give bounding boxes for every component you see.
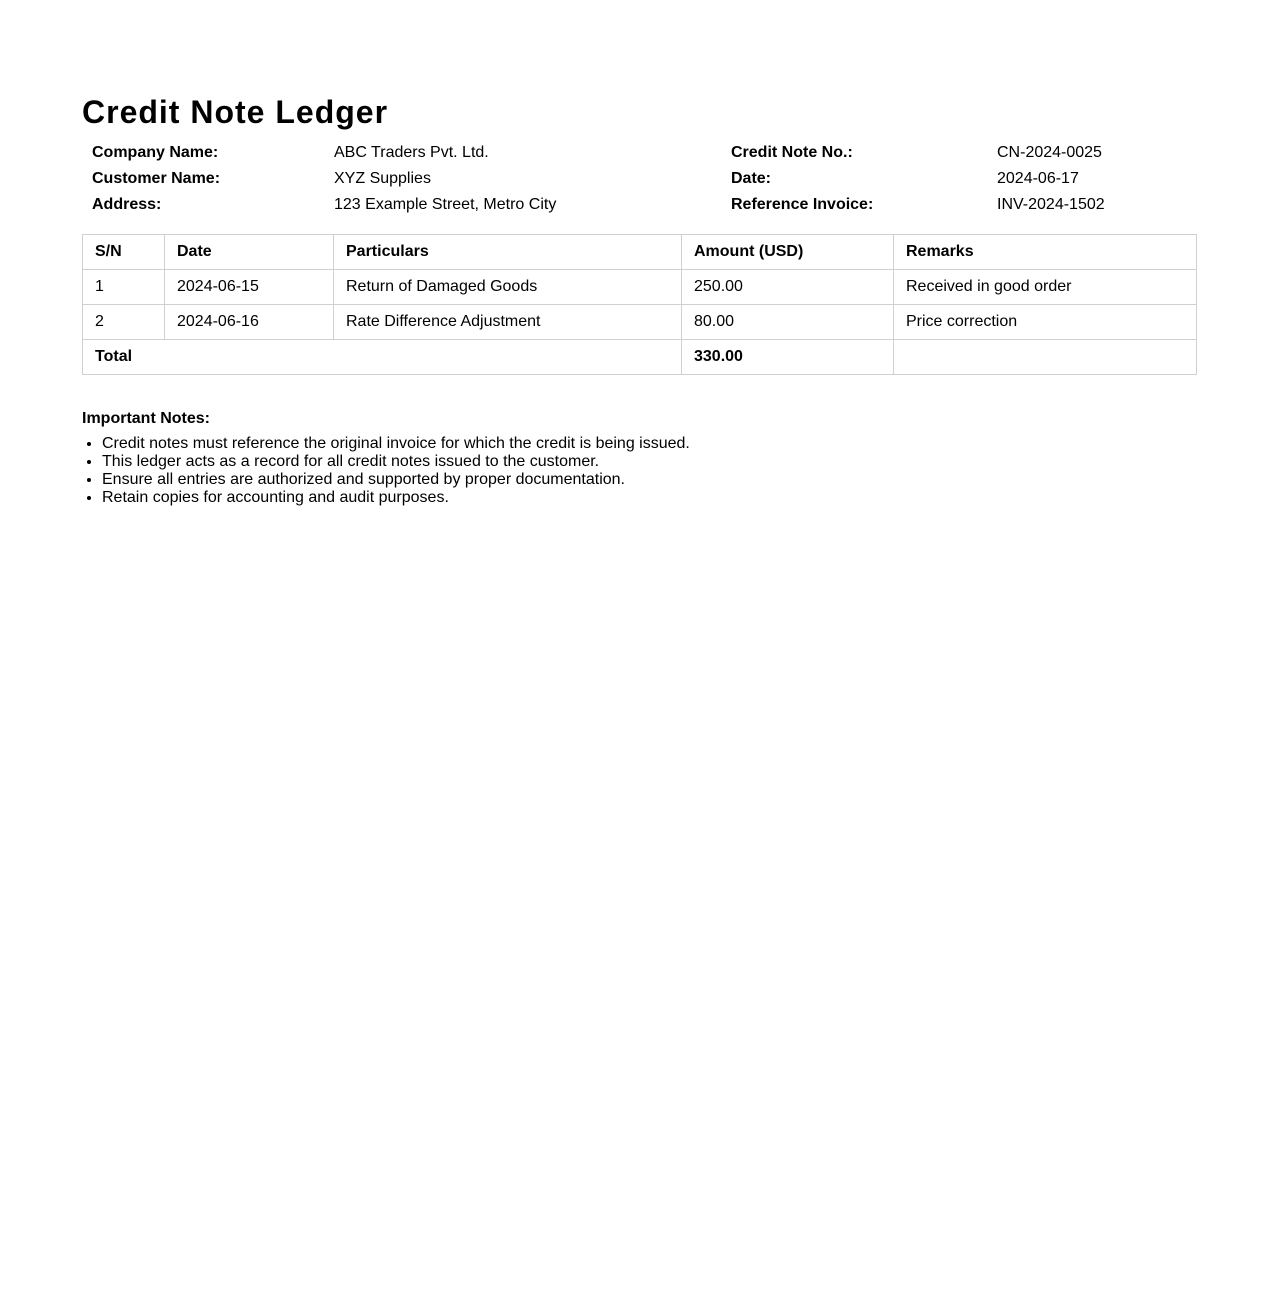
cell-sn: 1 — [83, 270, 165, 305]
info-row-address — [82, 192, 1196, 218]
address-value: 123 Example Street, Metro City — [334, 196, 557, 213]
customer-name-label: Customer Name: — [92, 170, 221, 187]
table-row — [83, 270, 1197, 305]
cell-remarks: Price correction — [894, 305, 1197, 340]
header-info-table — [82, 140, 1196, 218]
credit-note-number-label: Credit Note No.: — [731, 144, 853, 161]
cell-particulars: Rate Difference Adjustment — [334, 305, 682, 340]
cell-particulars: Return of Damaged Goods — [334, 270, 682, 305]
cell-date: 2024-06-15 — [165, 270, 334, 305]
cell-amount: 80.00 — [682, 305, 894, 340]
cell-amount: 250.00 — [682, 270, 894, 305]
reference-invoice-value: INV-2024-1502 — [997, 196, 1105, 213]
column-header-date: Date — [165, 235, 334, 270]
company-name-label: Company Name: — [92, 144, 219, 161]
column-header-amount: Amount (USD) — [682, 235, 894, 270]
total-row — [83, 340, 1197, 375]
list-item: • This ledger acts as a record for all credit notes issued to the customer. — [102, 453, 1196, 471]
ledger-header-row — [83, 235, 1197, 270]
list-item: • Ensure all entries are authorized and supported by proper documentation. — [102, 471, 1196, 489]
cell-date: 2024-06-16 — [165, 305, 334, 340]
total-amount: 330.00 — [682, 340, 894, 375]
customer-name-value: XYZ Supplies — [334, 170, 431, 187]
date-value: 2024-06-17 — [997, 170, 1079, 187]
reference-invoice-label: Reference Invoice: — [731, 196, 874, 213]
info-row-customer — [82, 166, 1196, 192]
info-row-company — [82, 140, 1196, 166]
notes-title: Important Notes: — [82, 410, 210, 427]
notes-list — [82, 435, 1196, 507]
column-header-remarks: Remarks — [894, 235, 1197, 270]
list-item: • Retain copies for accounting and audit purposes. — [102, 489, 1196, 507]
total-remarks — [894, 340, 1197, 375]
cell-remarks: Received in good order — [894, 270, 1197, 305]
total-label: Total — [83, 340, 682, 375]
important-notes — [82, 409, 1196, 507]
column-header-sn: S/N — [83, 235, 165, 270]
table-row — [83, 305, 1197, 340]
address-label: Address: — [92, 196, 162, 213]
ledger-table — [82, 234, 1197, 375]
company-name-value: ABC Traders Pvt. Ltd. — [334, 144, 489, 161]
column-header-particulars: Particulars — [334, 235, 682, 270]
list-item: • Credit notes must reference the original invoice for which the credit is being issued. — [102, 435, 1196, 453]
date-label: Date: — [731, 170, 772, 187]
cell-sn: 2 — [83, 305, 165, 340]
credit-note-number-value: CN-2024-0025 — [997, 144, 1102, 161]
credit-note-document — [82, 90, 1196, 507]
page-title: Credit Note Ledger — [82, 94, 389, 130]
